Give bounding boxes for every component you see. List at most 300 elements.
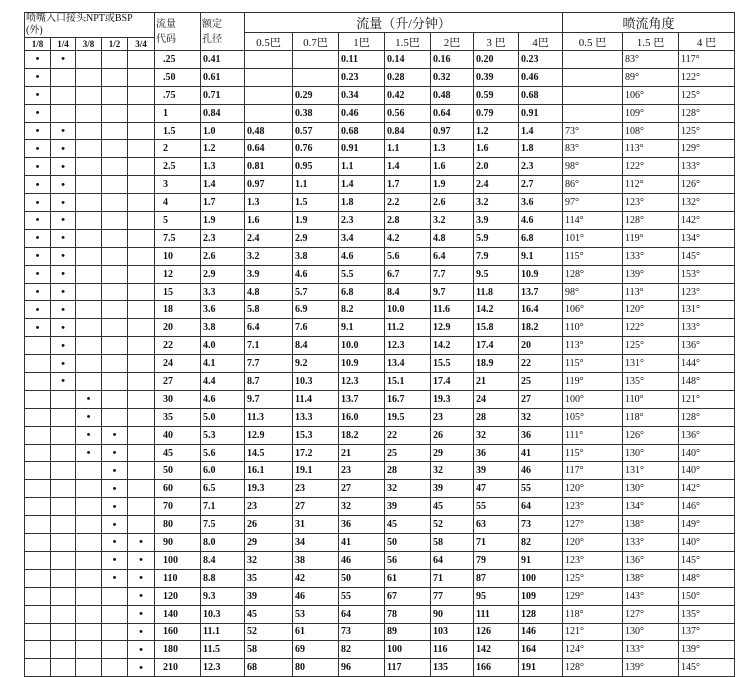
flow-cell: 68 <box>245 659 293 677</box>
inlet-size-marker <box>102 104 128 122</box>
flow-header: 流量（升/分钟） <box>245 13 563 33</box>
flow-cell: 27 <box>519 390 563 408</box>
inlet-size-marker <box>51 390 76 408</box>
flow-code-cell: 70 <box>155 498 201 516</box>
inlet-size-marker: • <box>76 390 102 408</box>
flow-cell: 12.9 <box>245 426 293 444</box>
inlet-size-marker <box>51 444 76 462</box>
inlet-size-marker <box>102 265 128 283</box>
flow-cell: 11.3 <box>245 408 293 426</box>
angle-cell: 83° <box>623 51 679 69</box>
flow-cell: 0.91 <box>519 104 563 122</box>
inlet-size-header: 3/8 <box>76 38 102 51</box>
inlet-size-marker <box>102 337 128 355</box>
angle-cell: 138° <box>623 569 679 587</box>
flow-cell: 1.8 <box>519 140 563 158</box>
flow-cell: 27 <box>339 480 385 498</box>
flow-code-cell: 60 <box>155 480 201 498</box>
flow-code-cell: 1 <box>155 104 201 122</box>
table-row <box>25 659 735 677</box>
angle-cell: 110° <box>563 319 623 337</box>
flow-cell: 0.14 <box>385 51 431 69</box>
inlet-size-marker <box>76 605 102 623</box>
flow-cell: 28 <box>474 408 519 426</box>
flow-cell: 0.46 <box>339 104 385 122</box>
flow-code-cell: 27 <box>155 373 201 391</box>
inlet-size-marker <box>102 247 128 265</box>
angle-cell: 135° <box>623 373 679 391</box>
orifice-cell: 8.4 <box>201 551 245 569</box>
angle-cell: 115° <box>563 444 623 462</box>
angle-cell: 131° <box>623 462 679 480</box>
orifice-cell: 12.3 <box>201 659 245 677</box>
flow-cell: 8.7 <box>245 373 293 391</box>
flow-cell: 4.6 <box>293 265 339 283</box>
orifice-cell: 1.3 <box>201 158 245 176</box>
inlet-size-marker <box>51 659 76 677</box>
flow-code-cell: .25 <box>155 51 201 69</box>
flow-cell: 26 <box>431 426 474 444</box>
table-row <box>25 444 735 462</box>
flow-cell: 9.1 <box>339 319 385 337</box>
inlet-size-marker <box>51 534 76 552</box>
flow-cell: 6.7 <box>385 265 431 283</box>
angle-pressure-header: 0.5 巴 <box>563 33 623 51</box>
table-row <box>25 498 735 516</box>
flow-cell: 0.20 <box>474 51 519 69</box>
flow-cell: 2.4 <box>245 229 293 247</box>
inlet-size-marker <box>102 68 128 86</box>
inlet-size-marker <box>128 86 155 104</box>
inlet-size-marker <box>102 140 128 158</box>
angle-cell: 139° <box>623 659 679 677</box>
orifice-cell: 4.6 <box>201 390 245 408</box>
inlet-size-marker <box>102 659 128 677</box>
inlet-size-marker <box>51 623 76 641</box>
flow-cell: 5.7 <box>293 283 339 301</box>
flow-cell: 0.95 <box>293 158 339 176</box>
table-row <box>25 408 735 426</box>
flow-cell: 5.9 <box>474 229 519 247</box>
flow-cell: 3.9 <box>245 265 293 283</box>
table-row <box>25 229 735 247</box>
flow-code-cell: 160 <box>155 623 201 641</box>
angle-cell: 144° <box>679 355 735 373</box>
inlet-size-marker <box>128 104 155 122</box>
flow-cell: 8.4 <box>293 337 339 355</box>
flow-cell: 39 <box>245 587 293 605</box>
flow-cell: 142 <box>474 641 519 659</box>
table-row <box>25 623 735 641</box>
table-row <box>25 194 735 212</box>
inlet-size-marker <box>128 337 155 355</box>
table-row <box>25 426 735 444</box>
table-row <box>25 104 735 122</box>
inlet-size-marker <box>25 390 51 408</box>
inlet-size-marker <box>25 373 51 391</box>
flow-code-cell: 2.5 <box>155 158 201 176</box>
inlet-size-marker: • <box>51 373 76 391</box>
flow-cell <box>245 51 293 69</box>
flow-cell: 3.6 <box>519 194 563 212</box>
angle-cell: 105° <box>563 408 623 426</box>
inlet-size-marker <box>76 498 102 516</box>
flow-cell: 1.1 <box>339 158 385 176</box>
inlet-size-marker <box>25 444 51 462</box>
flow-cell: 1.4 <box>339 176 385 194</box>
flow-cell: 0.28 <box>385 68 431 86</box>
inlet-size-marker <box>76 229 102 247</box>
inlet-size-marker: • <box>25 212 51 230</box>
inlet-size-marker: • <box>102 426 128 444</box>
flow-cell: 0.64 <box>431 104 474 122</box>
flow-cell: 39 <box>474 462 519 480</box>
inlet-size-marker <box>128 194 155 212</box>
inlet-size-marker: • <box>51 229 76 247</box>
inlet-size-marker <box>51 569 76 587</box>
inlet-size-marker: • <box>25 247 51 265</box>
flow-cell: 0.23 <box>519 51 563 69</box>
table-row <box>25 355 735 373</box>
inlet-size-marker <box>76 641 102 659</box>
flow-cell: 67 <box>385 587 431 605</box>
inlet-size-marker <box>102 605 128 623</box>
flow-cell: 32 <box>339 498 385 516</box>
inlet-size-marker <box>25 605 51 623</box>
flow-cell: 135 <box>431 659 474 677</box>
angle-cell: 133° <box>623 534 679 552</box>
inlet-size-marker <box>128 51 155 69</box>
orifice-cell: 5.0 <box>201 408 245 426</box>
flow-cell: 4.6 <box>519 212 563 230</box>
inlet-size-marker: • <box>25 86 51 104</box>
flow-cell: 0.64 <box>245 140 293 158</box>
angle-cell: 120° <box>563 534 623 552</box>
inlet-size-marker <box>76 355 102 373</box>
pressure-header: 2巴 <box>431 33 474 51</box>
inlet-size-marker <box>76 265 102 283</box>
angle-cell: 136° <box>679 337 735 355</box>
flow-cell: 15.5 <box>431 355 474 373</box>
inlet-size-header: 3/4 <box>128 38 155 51</box>
flow-cell: 2.6 <box>431 194 474 212</box>
flow-cell: 2.8 <box>385 212 431 230</box>
inlet-size-marker: • <box>76 408 102 426</box>
table-row <box>25 283 735 301</box>
inlet-size-header: 1/8 <box>25 38 51 51</box>
flow-cell: 13.4 <box>385 355 431 373</box>
angle-cell: 115° <box>563 247 623 265</box>
table-row <box>25 534 735 552</box>
angle-cell <box>563 68 623 86</box>
flow-cell: 9.1 <box>519 247 563 265</box>
flow-code-cell: 24 <box>155 355 201 373</box>
flow-cell: 34 <box>293 534 339 552</box>
flow-cell: 39 <box>385 498 431 516</box>
flow-cell: 16.7 <box>385 390 431 408</box>
table-row <box>25 516 735 534</box>
flow-cell: 7.1 <box>245 337 293 355</box>
flow-cell: 0.97 <box>245 176 293 194</box>
flow-cell: 11.8 <box>474 283 519 301</box>
inlet-size-marker <box>51 605 76 623</box>
orifice-cell: 3.8 <box>201 319 245 337</box>
flow-cell: 191 <box>519 659 563 677</box>
angle-cell: 123° <box>563 551 623 569</box>
flow-code-cell: 100 <box>155 551 201 569</box>
flow-cell: 10.0 <box>339 337 385 355</box>
inlet-size-marker <box>76 569 102 587</box>
flow-cell: 90 <box>431 605 474 623</box>
angle-cell: 127° <box>623 605 679 623</box>
inlet-size-marker <box>25 498 51 516</box>
inlet-size-marker <box>102 373 128 391</box>
inlet-size-marker: • <box>128 659 155 677</box>
flow-cell: 22 <box>519 355 563 373</box>
inlet-header-label: 喷嘴入口接头NPT或BSP <box>26 13 133 24</box>
inlet-size-marker: • <box>25 104 51 122</box>
inlet-size-marker <box>102 641 128 659</box>
inlet-size-marker <box>51 551 76 569</box>
flow-cell: 71 <box>431 569 474 587</box>
flow-cell: 12.3 <box>339 373 385 391</box>
angle-cell: 131° <box>679 301 735 319</box>
angle-cell: 124° <box>563 641 623 659</box>
flow-cell: 1.9 <box>431 176 474 194</box>
flow-cell: 18.2 <box>339 426 385 444</box>
angle-cell: 125° <box>679 122 735 140</box>
inlet-size-marker <box>128 408 155 426</box>
flow-cell: 78 <box>385 605 431 623</box>
inlet-size-marker: • <box>128 569 155 587</box>
flow-cell: 56 <box>385 551 431 569</box>
angle-cell: 128° <box>623 212 679 230</box>
flow-cell: 27 <box>293 498 339 516</box>
inlet-size-marker <box>128 480 155 498</box>
inlet-size-marker <box>102 319 128 337</box>
inlet-size-marker: • <box>51 51 76 69</box>
flow-cell: 16.1 <box>245 462 293 480</box>
angle-cell: 97° <box>563 194 623 212</box>
flow-cell: 29 <box>245 534 293 552</box>
angle-cell: 128° <box>679 104 735 122</box>
angle-cell: 133° <box>679 319 735 337</box>
angle-cell: 123° <box>623 194 679 212</box>
angle-cell: 140° <box>679 462 735 480</box>
flow-cell: 7.7 <box>245 355 293 373</box>
flow-cell: 41 <box>339 534 385 552</box>
angle-cell: 146° <box>679 498 735 516</box>
inlet-size-marker <box>76 104 102 122</box>
flow-cell: 82 <box>339 641 385 659</box>
inlet-size-marker <box>128 373 155 391</box>
flow-cell: 8.4 <box>385 283 431 301</box>
flow-cell: 0.46 <box>519 68 563 86</box>
flow-cell: 87 <box>474 569 519 587</box>
angle-pressure-header: 1.5 巴 <box>623 33 679 51</box>
flow-code-cell: .50 <box>155 68 201 86</box>
flow-cell: 3.2 <box>245 247 293 265</box>
flow-code-cell: 4 <box>155 194 201 212</box>
inlet-size-marker <box>102 283 128 301</box>
flow-cell: 0.38 <box>293 104 339 122</box>
angle-cell: 118° <box>623 408 679 426</box>
flow-cell: 55 <box>339 587 385 605</box>
inlet-size-marker <box>102 355 128 373</box>
angle-cell: 132° <box>679 194 735 212</box>
flow-cell: 1.1 <box>385 140 431 158</box>
inlet-size-marker <box>128 426 155 444</box>
table-row <box>25 51 735 69</box>
flow-cell: 8.2 <box>339 301 385 319</box>
flow-cell: 164 <box>519 641 563 659</box>
table-row <box>25 158 735 176</box>
inlet-size-marker <box>128 301 155 319</box>
inlet-size-marker: • <box>102 498 128 516</box>
inlet-size-marker <box>51 104 76 122</box>
inlet-size-marker <box>76 623 102 641</box>
angle-cell: 121° <box>679 390 735 408</box>
flow-cell: 23 <box>339 462 385 480</box>
flow-cell: 22 <box>385 426 431 444</box>
flow-cell: 0.48 <box>245 122 293 140</box>
inlet-size-marker: • <box>51 301 76 319</box>
angle-cell: 128° <box>563 265 623 283</box>
flow-cell: 109 <box>519 587 563 605</box>
flow-cell: 5.8 <box>245 301 293 319</box>
flow-cell <box>293 68 339 86</box>
inlet-size-marker <box>128 265 155 283</box>
angle-cell: 121° <box>563 623 623 641</box>
angle-cell: 130° <box>623 480 679 498</box>
orifice-cell: 1.7 <box>201 194 245 212</box>
inlet-size-marker <box>76 86 102 104</box>
inlet-size-marker <box>25 426 51 444</box>
angle-cell: 133° <box>623 641 679 659</box>
inlet-size-marker <box>51 426 76 444</box>
flow-cell: 12.9 <box>431 319 474 337</box>
flow-cell: 1.5 <box>293 194 339 212</box>
inlet-size-marker <box>76 301 102 319</box>
inlet-size-marker: • <box>51 140 76 158</box>
angle-cell: 108° <box>623 122 679 140</box>
table-row <box>25 337 735 355</box>
flow-cell: 24 <box>474 390 519 408</box>
flow-cell: 23 <box>431 408 474 426</box>
flow-cell: 9.7 <box>245 390 293 408</box>
flow-cell: 19.1 <box>293 462 339 480</box>
flow-cell: 95 <box>474 587 519 605</box>
inlet-size-marker: • <box>51 265 76 283</box>
flow-code-cell: 5 <box>155 212 201 230</box>
flow-cell: 1.6 <box>245 212 293 230</box>
angle-cell: 114° <box>563 212 623 230</box>
inlet-size-marker <box>76 659 102 677</box>
flow-cell: 55 <box>519 480 563 498</box>
table-row <box>25 390 735 408</box>
angle-cell: 149° <box>679 516 735 534</box>
table-row <box>25 140 735 158</box>
flow-cell: 6.4 <box>431 247 474 265</box>
angle-cell: 140° <box>679 534 735 552</box>
angle-cell: 86° <box>563 176 623 194</box>
pressure-header: 0.7巴 <box>293 33 339 51</box>
flow-cell: 21 <box>339 444 385 462</box>
flow-cell: 1.2 <box>474 122 519 140</box>
angle-cell: 113° <box>623 283 679 301</box>
flow-cell: 13.3 <box>293 408 339 426</box>
angle-cell: 128° <box>563 659 623 677</box>
flow-cell: 2.3 <box>339 212 385 230</box>
angle-cell: 128° <box>679 408 735 426</box>
inlet-size-marker <box>76 283 102 301</box>
orifice-cell: 3.6 <box>201 301 245 319</box>
flow-cell: 9.5 <box>474 265 519 283</box>
flow-cell: 23 <box>293 480 339 498</box>
flow-cell: 7.9 <box>474 247 519 265</box>
angle-cell <box>563 86 623 104</box>
flow-cell: 45 <box>245 605 293 623</box>
angle-cell: 129° <box>563 587 623 605</box>
inlet-size-header: 1/2 <box>102 38 128 51</box>
flow-cell: 166 <box>474 659 519 677</box>
angle-cell: 126° <box>623 426 679 444</box>
inlet-size-marker: • <box>128 641 155 659</box>
orifice-cell: 7.5 <box>201 516 245 534</box>
flow-cell: 63 <box>474 516 519 534</box>
flow-code-cell: 140 <box>155 605 201 623</box>
inlet-size-marker <box>128 319 155 337</box>
flow-cell: 11.4 <box>293 390 339 408</box>
inlet-size-marker: • <box>25 229 51 247</box>
inlet-size-marker <box>25 587 51 605</box>
inlet-size-marker <box>102 408 128 426</box>
inlet-size-marker <box>128 158 155 176</box>
flow-cell: 100 <box>385 641 431 659</box>
flow-cell: 53 <box>293 605 339 623</box>
inlet-size-marker <box>51 641 76 659</box>
flow-cell: 16.0 <box>339 408 385 426</box>
angle-cell <box>563 51 623 69</box>
inlet-size-marker <box>25 569 51 587</box>
inlet-size-marker: • <box>25 301 51 319</box>
inlet-size-marker <box>76 373 102 391</box>
nozzle-spec-sheet <box>24 12 734 677</box>
angle-cell: 113° <box>563 337 623 355</box>
angle-cell: 145° <box>679 659 735 677</box>
inlet-size-marker <box>25 462 51 480</box>
flow-cell <box>245 68 293 86</box>
flow-cell: 1.8 <box>339 194 385 212</box>
angle-cell: 138° <box>623 516 679 534</box>
angle-cell: 106° <box>623 86 679 104</box>
inlet-size-marker: • <box>51 176 76 194</box>
angle-cell: 136° <box>623 551 679 569</box>
flow-cell: 14.2 <box>474 301 519 319</box>
angle-cell: 137° <box>679 623 735 641</box>
flow-cell: 58 <box>431 534 474 552</box>
inlet-size-marker <box>102 51 128 69</box>
table-row <box>25 605 735 623</box>
orifice-cell: 8.0 <box>201 534 245 552</box>
flow-cell: 45 <box>431 498 474 516</box>
flow-cell: 0.11 <box>339 51 385 69</box>
flow-cell: 16.4 <box>519 301 563 319</box>
table-row <box>25 373 735 391</box>
inlet-size-marker: • <box>25 140 51 158</box>
flow-code-header: 流量 代码 <box>155 13 201 51</box>
angle-cell: 139° <box>623 265 679 283</box>
